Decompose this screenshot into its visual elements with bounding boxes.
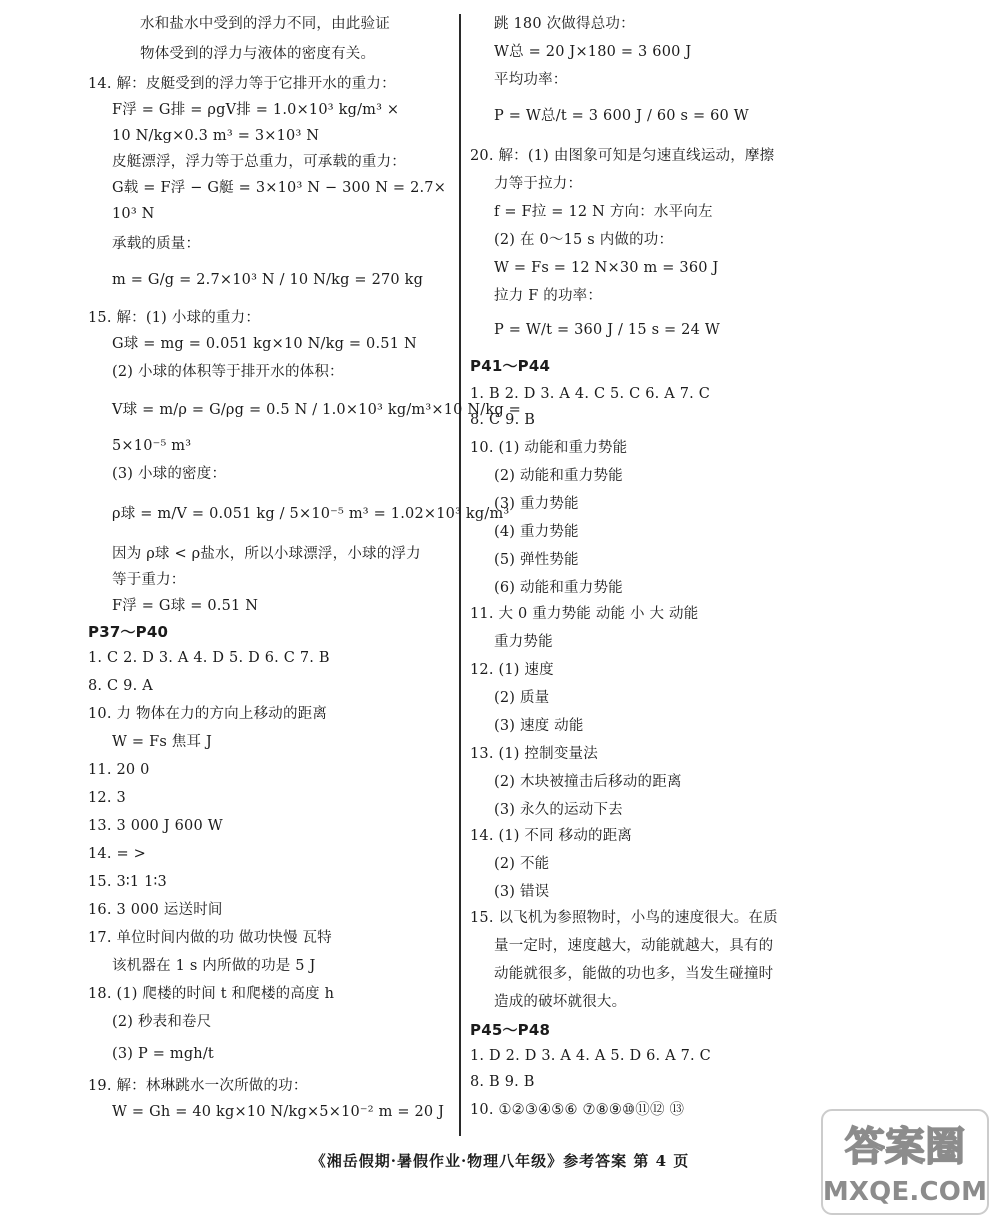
watermark-top-text: 答案圈 (844, 1124, 966, 1170)
text-line: 物体受到的浮力与液体的密度有关。 (140, 46, 376, 62)
formula-line: W总 = 20 J×180 = 3 600 J (494, 44, 692, 60)
formula-line: F浮 = G球 = 0.51 N (112, 598, 259, 614)
text-line: (2) 小球的体积等于排开水的体积： (112, 364, 344, 380)
watermark-icon (820, 1108, 990, 1216)
answer-line: 量一定时，速度越大，动能就越大，具有的 (494, 938, 774, 954)
answer-line: (5) 弹性势能 (494, 552, 579, 568)
section-heading-p37-p40: P37～P40 (88, 623, 169, 641)
text-line: 拉力 F 的功率： (494, 288, 603, 304)
formula-line: 5×10⁻⁵ m³ (112, 438, 192, 454)
answer-line: 该机器在 1 s 内所做的功是 5 J (112, 958, 316, 974)
answer-line: 8. B 9. B (470, 1074, 535, 1090)
answer-line: 12. (1) 速度 (470, 662, 554, 678)
answer-line: 17. 单位时间内做的功 做功快慢 瓦特 (88, 930, 332, 946)
section-heading-p45-p48: P45～P48 (470, 1021, 551, 1039)
answer-line: 15. 3∶1 1∶3 (88, 874, 167, 890)
answer-line: (6) 动能和重力势能 (494, 580, 623, 596)
watermark-bottom-text: MXQE.COM (822, 1177, 988, 1207)
answer-line: 15. 以飞机为参照物时，小鸟的速度很大。在质 (470, 910, 778, 926)
answer-line: 11. 20 0 (88, 762, 150, 778)
answer-line: (2) 秒表和卷尺 (112, 1014, 212, 1030)
answer-line: (2) 质量 (494, 690, 550, 706)
text-line: 水和盐水中受到的浮力不同，由此验证 (140, 16, 390, 32)
answer-line: (2) 不能 (494, 856, 550, 872)
formula-line: F浮 = G排 = ρgV排 = 1.0×10³ kg/m³ × (112, 102, 400, 118)
answer-line: 10. (1) 动能和重力势能 (470, 440, 628, 456)
answer-line: 14. (1) 不同 移动的距离 (470, 828, 633, 844)
power-formula: P = W/t = 360 J / 15 s = 24 W (494, 322, 720, 338)
answer-line: 12. 3 (88, 790, 126, 806)
answer-line: 13. 3 000 J 600 W (88, 818, 223, 834)
question-20: 20. 解：(1) 由图象可知是匀速直线运动，摩擦 (470, 148, 775, 164)
answer-line: 1. B 2. D 3. A 4. C 5. C 6. A 7. C (470, 386, 711, 402)
density-formula: ρ球 = m/V = 0.051 kg / 5×10⁻⁵ m³ = 1.02×10³ kg/m³ (112, 506, 510, 522)
answer-line: 18. (1) 爬楼的时间 t 和爬楼的高度 h (88, 986, 335, 1002)
question-19: 19. 解：林琳跳水一次所做的功： (88, 1078, 308, 1094)
answer-line: 造成的破坏就很大。 (494, 994, 627, 1010)
answer-line: 16. 3 000 运送时间 (88, 902, 223, 918)
question-14: 14. 解：皮艇受到的浮力等于它排开水的重力： (88, 76, 396, 92)
formula-line: W = Gh = 40 kg×10 N/kg×5×10⁻² m = 20 J (112, 1104, 445, 1120)
answer-line: 重力势能 (494, 634, 553, 650)
text-line: 力等于拉力： (494, 176, 583, 192)
page-footer: 《湘岳假期·暑假作业·物理八年级》参考答案 第 4 页 (310, 1152, 690, 1170)
question-15: 15. 解：(1) 小球的重力： (88, 310, 261, 326)
answer-line: 14. = > (88, 846, 146, 862)
text-line: 因为 ρ球 < ρ盐水，所以小球漂浮，小球的浮力 (112, 546, 421, 562)
formula-line: 10 N/kg×0.3 m³ = 3×10³ N (112, 128, 320, 144)
answer-line: (2) 木块被撞击后移动的距离 (494, 774, 682, 790)
answer-line: 10. ①②③④⑤⑥ ⑦⑧⑨⑩⑪⑫ ⑬ (470, 1102, 685, 1118)
answer-line: (3) 重力势能 (494, 496, 579, 512)
answer-line: 13. (1) 控制变量法 (470, 746, 598, 762)
answer-line: 11. 大 0 重力势能 动能 小 大 动能 (470, 606, 699, 622)
answer-line: (2) 动能和重力势能 (494, 468, 623, 484)
formula-line: 10³ N (112, 206, 155, 222)
watermark-logo (820, 1108, 990, 1216)
answer-line: W = Fs 焦耳 J (112, 734, 213, 750)
text-line: (3) 小球的密度： (112, 466, 227, 482)
answer-line: 动能就很多，能做的功也多，当发生碰撞时 (494, 966, 774, 982)
formula-line: G球 = mg = 0.051 kg×10 N/kg = 0.51 N (112, 336, 417, 352)
power-formula: P = W总/t = 3 600 J / 60 s = 60 W (494, 108, 749, 124)
formula-line: f = F拉 = 12 N 方向：水平向左 (494, 204, 713, 220)
answer-line: (3) 永久的运动下去 (494, 802, 623, 818)
answer-line: (4) 重力势能 (494, 524, 579, 540)
answer-line: 1. C 2. D 3. A 4. D 5. D 6. C 7. B (88, 650, 330, 666)
text-line: 跳 180 次做得总功： (494, 16, 635, 32)
answer-line: 8. C 9. B (470, 412, 536, 428)
answer-line: 10. 力 物体在力的方向上移动的距离 (88, 706, 328, 722)
column-divider (459, 14, 461, 1136)
answer-line: 8. C 9. A (88, 678, 153, 694)
section-heading-p41-p44: P41～P44 (470, 357, 551, 375)
answer-line: (3) 错误 (494, 884, 550, 900)
answer-line: (3) 速度 动能 (494, 718, 584, 734)
answer-line: 1. D 2. D 3. A 4. A 5. D 6. A 7. C (470, 1048, 711, 1064)
volume-formula: V球 = m/ρ = G/ρg = 0.5 N / 1.0×10³ kg/m³×10 N/kg = (112, 402, 521, 418)
power-formula: (3) P = mgh/t (112, 1046, 214, 1062)
text-line: 平均功率： (494, 72, 568, 88)
formula-line: W = Fs = 12 N×30 m = 360 J (494, 260, 719, 276)
text-line: (2) 在 0～15 s 内做的功： (494, 232, 674, 248)
text-line: 承载的质量： (112, 236, 201, 252)
mass-formula: m = G/g = 2.7×10³ N / 10 N/kg = 270 kg (112, 272, 424, 288)
text-line: 等于重力： (112, 572, 186, 588)
formula-line: G载 = F浮 − G艇 = 3×10³ N − 300 N = 2.7× (112, 180, 447, 196)
text-line: 皮艇漂浮，浮力等于总重力，可承载的重力： (112, 154, 406, 170)
